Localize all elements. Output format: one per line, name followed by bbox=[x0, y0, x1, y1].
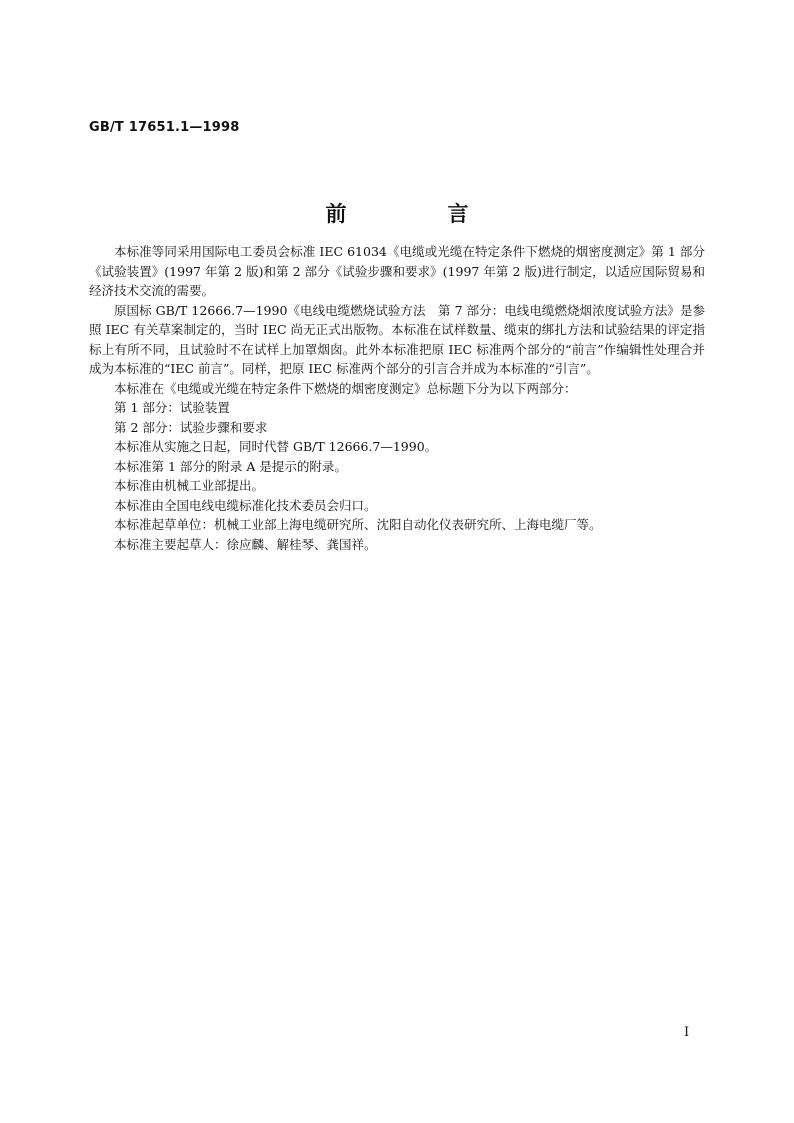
paragraph-structure: 本标准在《电缆或光缆在特定条件下燃烧的烟密度测定》总标题下分为以下两部分： bbox=[114, 380, 577, 396]
document-code: GB/T 17651.1—1998 bbox=[89, 120, 240, 135]
paragraph-adoption: 本标准等同采用国际电工委员会标准 IEC 61034《电缆或光缆在特定条件下燃烧的烟密度测定》第 1 部分《试验装置》(1997 年第 2 版)和第 2 部分《试验步骤和要求》(1997 年第 2 版)进行制定，以适应国际贸易和经济技术交流的需要。 bbox=[89, 244, 705, 298]
page-title: 前 言 bbox=[325, 202, 509, 226]
paragraph-proposer: 本标准由机械工业部提出。 bbox=[114, 478, 265, 493]
paragraph-part-1: 第 1 部分：试验装置 bbox=[114, 400, 230, 415]
foreword-body bbox=[89, 242, 705, 554]
paragraph-drafting-units: 本标准起草单位：机械工业部上海电缆研究所、沈阳自动化仪表研究所、上海电缆厂等。 bbox=[114, 517, 602, 532]
page-number: I bbox=[684, 1025, 690, 1040]
paragraph-drafters: 本标准主要起草人：徐应麟、解桂琴、龚国祥。 bbox=[114, 536, 377, 552]
paragraph-original-standard: 原国标 GB/T 12666.7—1990《电线电缆燃烧试验方法 第 7 部分：电线电缆燃烧烟浓度试验方法》是参照 IEC 有关草案制定的，当时 IEC 尚无正式出版物。本标准在试样数量、缆束的绑扎方法和试验结果的评定指标上有所不同，且试验时不在试样上加罩烟囱。此外本标准把原 IEC 标准两个部分的“前言”作编辑性处理合并成为本标准的“IEC 前言”。同样，把原 IEC 标准两个部分的引言合并成为本标准的“引言”。 bbox=[89, 302, 705, 376]
paragraph-replacement: 本标准从实施之日起，同时代替 GB/T 12666.7—1990。 bbox=[114, 439, 438, 454]
paragraph-appendix: 本标准第 1 部分的附录 A 是提示的附录。 bbox=[114, 458, 347, 474]
paragraph-part-2: 第 2 部分：试验步骤和要求 bbox=[114, 419, 268, 435]
paragraph-committee: 本标准由全国电线电缆标准化技术委员会归口。 bbox=[114, 497, 377, 513]
